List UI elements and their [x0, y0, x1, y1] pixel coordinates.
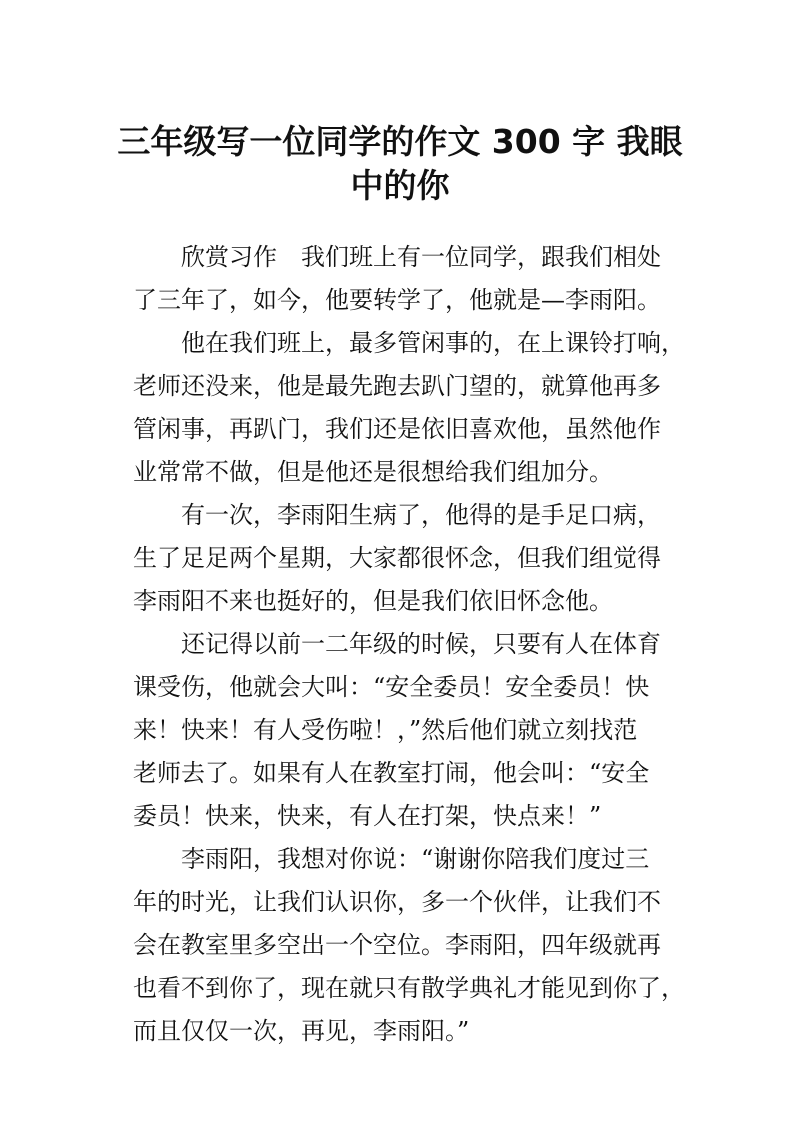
text-line: 还记得以前一二年级的时候，只要有人在体育	[181, 630, 661, 658]
document-body	[133, 236, 685, 1053]
document-title	[110, 120, 690, 208]
text-line: 会在教室里多空出一个空位。李雨阳，四年级就再	[133, 931, 661, 959]
text-line: 年的时光，让我们认识你，多一个伙伴，让我们不	[133, 888, 661, 916]
text-line: 管闲事，再趴门，我们还是依旧喜欢他，虽然他作	[133, 415, 661, 443]
text-line: 老师还没来，他是最先跑去趴门望的，就算他再多	[133, 372, 661, 400]
text-line: 李雨阳，我想对你说：“谢谢你陪我们度过三	[181, 845, 650, 873]
paragraph-3	[133, 494, 673, 623]
paragraph-5	[133, 838, 685, 1053]
text-line: 他在我们班上，最多管闲事的，在上课铃打响，	[181, 329, 685, 357]
title-line-1: 三年级写一位同学的作文 300 字 我眼	[117, 122, 683, 162]
text-line: 了三年了，如今，他要转学了，他就是—李雨阳。	[133, 286, 661, 314]
text-line: 生了足足两个星期，大家都很怀念，但我们组觉得	[133, 544, 661, 572]
text-line: 课受伤，他就会大叫：“安全委员！安全委员！快	[133, 673, 650, 701]
text-line: 业常常不做，但是他还是很想给我们组加分。	[133, 458, 613, 486]
paragraph-4	[133, 623, 673, 838]
paragraph-2	[133, 322, 685, 494]
text-line: 而且仅仅一次，再见，李雨阳。”	[133, 1017, 470, 1045]
text-line: 老师去了。如果有人在教室打闹，他会叫：“安全	[133, 759, 650, 787]
text-line: 欣赏习作 我们班上有一位同学，跟我们相处	[181, 243, 661, 271]
title-line-2: 中的你	[350, 166, 450, 206]
text-line: 有一次，李雨阳生病了，他得的是手足口病，	[181, 501, 661, 529]
text-line: 来！快来！有人受伤啦！，”然后他们就立刻找范	[133, 716, 638, 744]
text-line: 李雨阳不来也挺好的，但是我们依旧怀念他。	[133, 587, 613, 615]
paragraph-1	[133, 236, 673, 322]
text-line: 委员！快来，快来，有人在打架，快点来！”	[133, 802, 602, 830]
text-line: 也看不到你了，现在就只有散学典礼才能见到你了，	[133, 974, 685, 1002]
